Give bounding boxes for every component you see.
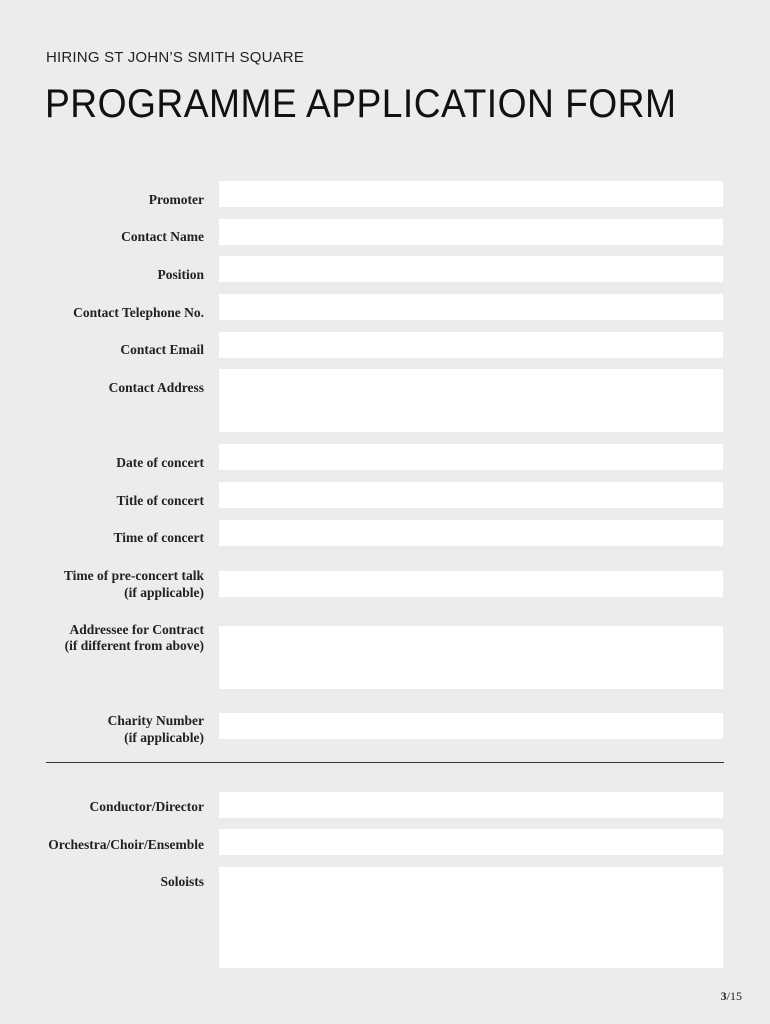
charity-number-label: Charity Number xyxy=(107,713,204,728)
email-input[interactable] xyxy=(219,332,723,358)
soloists-label: Soloists xyxy=(160,874,204,889)
conductor-label: Conductor/Director xyxy=(89,799,204,814)
address-label: Contact Address xyxy=(108,380,204,395)
contact-name-input[interactable] xyxy=(219,219,723,245)
concert-title-input[interactable] xyxy=(219,482,723,508)
position-label: Position xyxy=(157,267,204,282)
address-textarea[interactable] xyxy=(219,369,723,432)
page-total: /15 xyxy=(726,989,742,1003)
contact-name-label: Contact Name xyxy=(121,229,204,244)
form-title: PROGRAMME APPLICATION FORM xyxy=(45,82,677,126)
time-input[interactable] xyxy=(219,520,723,546)
telephone-input[interactable] xyxy=(219,294,723,320)
page-number xyxy=(721,989,742,1004)
preconcert-talk-label: Time of pre-concert talk xyxy=(63,568,204,583)
telephone-label: Contact Telephone No. xyxy=(73,305,204,320)
ensemble-input[interactable] xyxy=(219,829,723,855)
ensemble-label: Orchestra/Choir/Ensemble xyxy=(48,837,204,852)
promoter-input[interactable] xyxy=(219,181,723,207)
contract-addressee-textarea[interactable] xyxy=(219,626,723,689)
time-label: Time of concert xyxy=(113,530,204,545)
contract-addressee-label: Addressee for Contract xyxy=(69,622,204,637)
soloists-textarea[interactable] xyxy=(219,867,723,968)
charity-number-input[interactable] xyxy=(219,713,723,739)
contract-addressee-note: (if different from above) xyxy=(64,638,204,653)
preconcert-talk-note: (if applicable) xyxy=(124,585,204,600)
preconcert-talk-input[interactable] xyxy=(219,571,723,597)
promoter-label: Promoter xyxy=(148,192,204,207)
conductor-input[interactable] xyxy=(219,792,723,818)
date-input[interactable] xyxy=(219,444,723,470)
date-label: Date of concert xyxy=(116,455,204,470)
concert-title-label: Title of concert xyxy=(116,493,204,508)
section-divider xyxy=(46,762,724,763)
form-subtitle: HIRING ST JOHN’S SMITH SQUARE xyxy=(46,49,305,66)
charity-number-note: (if applicable) xyxy=(124,730,204,745)
position-input[interactable] xyxy=(219,256,723,282)
email-label: Contact Email xyxy=(120,342,204,357)
page-current: 3 xyxy=(720,989,727,1003)
